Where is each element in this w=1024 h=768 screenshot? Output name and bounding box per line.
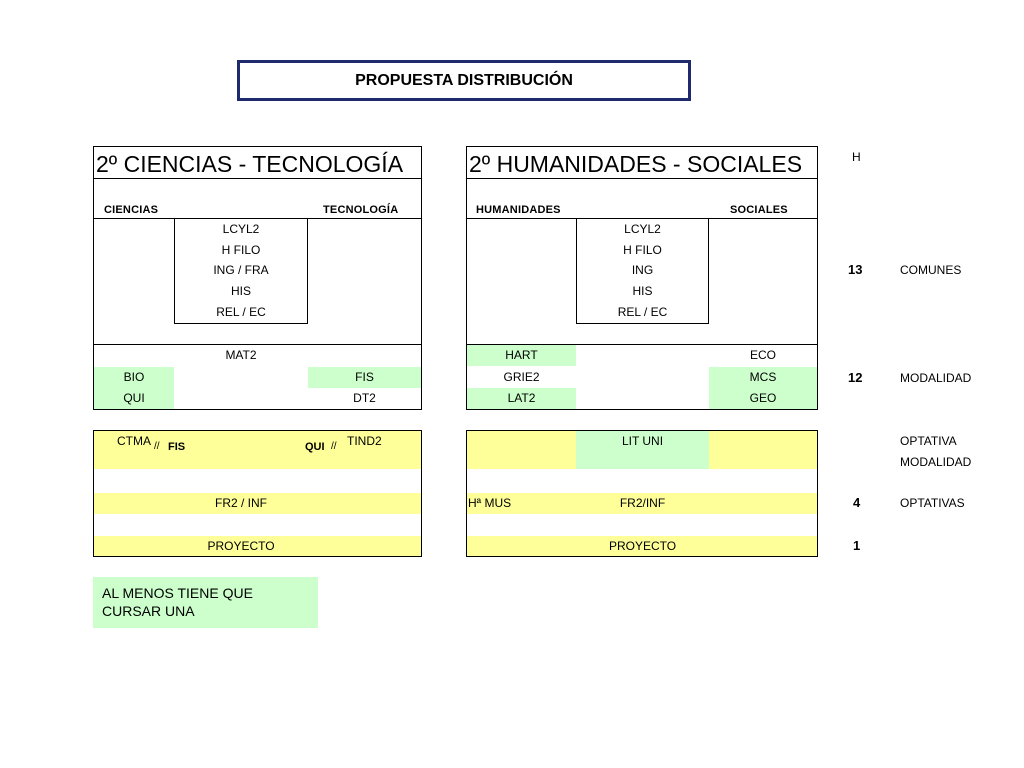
ciencias-qui: QUI: [123, 391, 145, 405]
ciencias-modalidad-separator: [93, 344, 422, 345]
humanidades-lit-uni: LIT UNI: [621, 434, 664, 448]
ciencias-opt-sep1: //: [154, 441, 160, 452]
humanidades-comun-5: REL / EC: [617, 305, 668, 319]
humanidades-comun-1: LCYL2: [624, 222, 661, 236]
optativa-modalidad-label-2: MODALIDAD: [900, 455, 972, 469]
humanidades-comun-3: ING: [631, 263, 654, 277]
humanidades-proyecto: PROYECTO: [608, 539, 677, 553]
note-line-2: CURSAR UNA: [102, 603, 195, 619]
humanidades-lat2: LAT2: [507, 391, 536, 405]
ciencias-opt-tind2: TIND2: [347, 434, 382, 448]
ciencias-proyecto: PROYECTO: [207, 539, 275, 553]
ciencias-title: 2º CIENCIAS - TECNOLOGÍA: [96, 151, 404, 177]
ciencias-opt-fis: FIS: [168, 441, 186, 453]
ciencias-comun-5: REL / EC: [216, 305, 266, 319]
humanidades-fr2-inf: FR2/INF: [619, 496, 666, 510]
humanidades-grie2: GRIE2: [503, 370, 540, 384]
ciencias-comun-2: H FILO: [221, 243, 261, 257]
humanidades-col-left: HUMANIDADES: [476, 204, 561, 216]
optativas-hours: 4: [853, 495, 861, 510]
page-title-text: PROPUESTA DISTRIBUCIÓN: [355, 71, 573, 89]
modalidad-label: MODALIDAD: [900, 371, 972, 385]
page-title: [237, 60, 691, 101]
humanidades-hmus: Hª MUS: [468, 496, 512, 510]
humanidades-title: 2º HUMANIDADES - SOCIALES: [469, 151, 803, 177]
ciencias-col-right: TECNOLOGÍA: [323, 204, 399, 216]
modalidad-hours: 12: [848, 370, 863, 385]
optativas-label: OPTATIVAS: [900, 496, 965, 510]
hours-header: H: [852, 150, 861, 164]
humanidades-eco: ECO: [749, 348, 776, 362]
comunes-hours: 13: [848, 262, 863, 277]
proyecto-hours: 1: [853, 538, 861, 553]
humanidades-comun-4: HIS: [632, 284, 653, 298]
ciencias-mat2: MAT2: [225, 348, 257, 362]
humanidades-hart: HART: [505, 348, 538, 362]
ciencias-col-left: CIENCIAS: [104, 204, 159, 216]
humanidades-mcs: MCS: [749, 370, 777, 384]
comunes-label: COMUNES: [900, 263, 962, 277]
humanidades-col-right: SOCIALES: [730, 204, 788, 216]
ciencias-opt-ctma: CTMA: [117, 434, 151, 448]
ciencias-comun-4: HIS: [230, 284, 251, 298]
optativa-modalidad-label-1: OPTATIVA: [900, 434, 957, 448]
ciencias-bio: BIO: [123, 370, 145, 384]
humanidades-geo: GEO: [749, 391, 777, 405]
ciencias-dt2: DT2: [353, 391, 376, 405]
note-box: [93, 577, 318, 628]
ciencias-fis: FIS: [355, 370, 374, 384]
note-line-1: AL MENOS TIENE QUE: [102, 585, 253, 601]
humanidades-comun-2: H FILO: [623, 243, 662, 257]
ciencias-opt-sep2: //: [331, 441, 337, 452]
ciencias-comun-3: ING / FRA: [213, 263, 269, 277]
ciencias-fr2-inf: FR2 / INF: [214, 496, 267, 510]
ciencias-opt-qui: QUI: [305, 441, 325, 453]
ciencias-comun-1: LCYL2: [222, 222, 260, 236]
